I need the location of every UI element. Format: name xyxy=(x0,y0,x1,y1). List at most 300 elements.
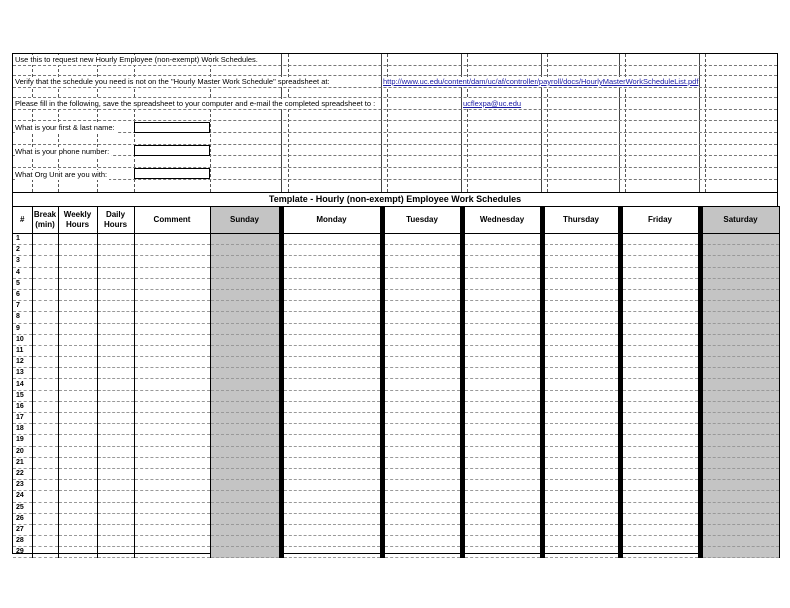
weekly-hours-cell[interactable] xyxy=(58,435,97,446)
monday-cell[interactable] xyxy=(281,289,382,300)
friday-cell[interactable] xyxy=(620,468,700,479)
sunday-cell[interactable] xyxy=(210,480,281,491)
friday-cell[interactable] xyxy=(620,368,700,379)
tuesday-cell[interactable] xyxy=(382,379,462,390)
sunday-cell[interactable] xyxy=(210,491,281,502)
monday-cell[interactable] xyxy=(281,413,382,424)
daily-hours-cell[interactable] xyxy=(97,368,134,379)
wednesday-cell[interactable] xyxy=(462,245,542,256)
sunday-cell[interactable] xyxy=(210,390,281,401)
wednesday-cell[interactable] xyxy=(462,345,542,356)
wednesday-cell[interactable] xyxy=(462,446,542,457)
monday-cell[interactable] xyxy=(281,468,382,479)
sunday-cell[interactable] xyxy=(210,424,281,435)
friday-cell[interactable] xyxy=(620,256,700,267)
tuesday-cell[interactable] xyxy=(382,536,462,547)
break-cell[interactable] xyxy=(32,424,58,435)
saturday-cell[interactable] xyxy=(700,457,779,468)
weekly-hours-cell[interactable] xyxy=(58,245,97,256)
tuesday-cell[interactable] xyxy=(382,446,462,457)
monday-cell[interactable] xyxy=(281,536,382,547)
daily-hours-cell[interactable] xyxy=(97,468,134,479)
wednesday-cell[interactable] xyxy=(462,357,542,368)
wednesday-cell[interactable] xyxy=(462,256,542,267)
daily-hours-cell[interactable] xyxy=(97,491,134,502)
weekly-hours-cell[interactable] xyxy=(58,502,97,513)
daily-hours-cell[interactable] xyxy=(97,345,134,356)
weekly-hours-cell[interactable] xyxy=(58,401,97,412)
comment-cell[interactable] xyxy=(134,513,210,524)
tuesday-cell[interactable] xyxy=(382,301,462,312)
saturday-cell[interactable] xyxy=(700,379,779,390)
tuesday-cell[interactable] xyxy=(382,245,462,256)
tuesday-cell[interactable] xyxy=(382,345,462,356)
friday-cell[interactable] xyxy=(620,301,700,312)
thursday-cell[interactable] xyxy=(542,368,620,379)
tuesday-cell[interactable] xyxy=(382,289,462,300)
tuesday-cell[interactable] xyxy=(382,524,462,535)
sunday-cell[interactable] xyxy=(210,457,281,468)
daily-hours-cell[interactable] xyxy=(97,390,134,401)
sunday-cell[interactable] xyxy=(210,234,281,245)
friday-cell[interactable] xyxy=(620,435,700,446)
saturday-cell[interactable] xyxy=(700,278,779,289)
sunday-cell[interactable] xyxy=(210,301,281,312)
wednesday-cell[interactable] xyxy=(462,480,542,491)
sunday-cell[interactable] xyxy=(210,334,281,345)
monday-cell[interactable] xyxy=(281,267,382,278)
break-cell[interactable] xyxy=(32,345,58,356)
friday-cell[interactable] xyxy=(620,536,700,547)
monday-cell[interactable] xyxy=(281,401,382,412)
friday-cell[interactable] xyxy=(620,267,700,278)
comment-cell[interactable] xyxy=(134,547,210,558)
saturday-cell[interactable] xyxy=(700,245,779,256)
thursday-cell[interactable] xyxy=(542,457,620,468)
wednesday-cell[interactable] xyxy=(462,513,542,524)
tuesday-cell[interactable] xyxy=(382,390,462,401)
phone-input[interactable] xyxy=(134,145,210,156)
saturday-cell[interactable] xyxy=(700,368,779,379)
comment-cell[interactable] xyxy=(134,446,210,457)
tuesday-cell[interactable] xyxy=(382,278,462,289)
saturday-cell[interactable] xyxy=(700,435,779,446)
wednesday-cell[interactable] xyxy=(462,491,542,502)
break-cell[interactable] xyxy=(32,289,58,300)
wednesday-cell[interactable] xyxy=(462,457,542,468)
monday-cell[interactable] xyxy=(281,435,382,446)
friday-cell[interactable] xyxy=(620,245,700,256)
tuesday-cell[interactable] xyxy=(382,424,462,435)
thursday-cell[interactable] xyxy=(542,491,620,502)
saturday-cell[interactable] xyxy=(700,390,779,401)
thursday-cell[interactable] xyxy=(542,278,620,289)
weekly-hours-cell[interactable] xyxy=(58,424,97,435)
weekly-hours-cell[interactable] xyxy=(58,301,97,312)
weekly-hours-cell[interactable] xyxy=(58,289,97,300)
tuesday-cell[interactable] xyxy=(382,357,462,368)
comment-cell[interactable] xyxy=(134,390,210,401)
thursday-cell[interactable] xyxy=(542,401,620,412)
weekly-hours-cell[interactable] xyxy=(58,413,97,424)
comment-cell[interactable] xyxy=(134,334,210,345)
sunday-cell[interactable] xyxy=(210,289,281,300)
monday-cell[interactable] xyxy=(281,278,382,289)
daily-hours-cell[interactable] xyxy=(97,536,134,547)
wednesday-cell[interactable] xyxy=(462,368,542,379)
saturday-cell[interactable] xyxy=(700,502,779,513)
weekly-hours-cell[interactable] xyxy=(58,468,97,479)
daily-hours-cell[interactable] xyxy=(97,401,134,412)
thursday-cell[interactable] xyxy=(542,513,620,524)
thursday-cell[interactable] xyxy=(542,345,620,356)
sunday-cell[interactable] xyxy=(210,513,281,524)
sunday-cell[interactable] xyxy=(210,278,281,289)
monday-cell[interactable] xyxy=(281,480,382,491)
friday-cell[interactable] xyxy=(620,323,700,334)
sunday-cell[interactable] xyxy=(210,245,281,256)
saturday-cell[interactable] xyxy=(700,256,779,267)
comment-cell[interactable] xyxy=(134,267,210,278)
sunday-cell[interactable] xyxy=(210,256,281,267)
thursday-cell[interactable] xyxy=(542,424,620,435)
monday-cell[interactable] xyxy=(281,256,382,267)
weekly-hours-cell[interactable] xyxy=(58,256,97,267)
weekly-hours-cell[interactable] xyxy=(58,368,97,379)
saturday-cell[interactable] xyxy=(700,301,779,312)
friday-cell[interactable] xyxy=(620,278,700,289)
thursday-cell[interactable] xyxy=(542,379,620,390)
break-cell[interactable] xyxy=(32,278,58,289)
monday-cell[interactable] xyxy=(281,457,382,468)
comment-cell[interactable] xyxy=(134,536,210,547)
wednesday-cell[interactable] xyxy=(462,536,542,547)
daily-hours-cell[interactable] xyxy=(97,502,134,513)
monday-cell[interactable] xyxy=(281,345,382,356)
sunday-cell[interactable] xyxy=(210,547,281,558)
daily-hours-cell[interactable] xyxy=(97,323,134,334)
saturday-cell[interactable] xyxy=(700,413,779,424)
org-unit-input[interactable] xyxy=(134,168,210,179)
daily-hours-cell[interactable] xyxy=(97,357,134,368)
sunday-cell[interactable] xyxy=(210,368,281,379)
saturday-cell[interactable] xyxy=(700,401,779,412)
weekly-hours-cell[interactable] xyxy=(58,278,97,289)
thursday-cell[interactable] xyxy=(542,323,620,334)
saturday-cell[interactable] xyxy=(700,289,779,300)
friday-cell[interactable] xyxy=(620,334,700,345)
weekly-hours-cell[interactable] xyxy=(58,457,97,468)
friday-cell[interactable] xyxy=(620,446,700,457)
tuesday-cell[interactable] xyxy=(382,334,462,345)
monday-cell[interactable] xyxy=(281,368,382,379)
daily-hours-cell[interactable] xyxy=(97,278,134,289)
sunday-cell[interactable] xyxy=(210,267,281,278)
daily-hours-cell[interactable] xyxy=(97,334,134,345)
monday-cell[interactable] xyxy=(281,357,382,368)
friday-cell[interactable] xyxy=(620,312,700,323)
break-cell[interactable] xyxy=(32,446,58,457)
weekly-hours-cell[interactable] xyxy=(58,536,97,547)
sunday-cell[interactable] xyxy=(210,502,281,513)
tuesday-cell[interactable] xyxy=(382,323,462,334)
wednesday-cell[interactable] xyxy=(462,435,542,446)
saturday-cell[interactable] xyxy=(700,547,779,558)
daily-hours-cell[interactable] xyxy=(97,267,134,278)
daily-hours-cell[interactable] xyxy=(97,256,134,267)
monday-cell[interactable] xyxy=(281,312,382,323)
sunday-cell[interactable] xyxy=(210,524,281,535)
saturday-cell[interactable] xyxy=(700,234,779,245)
break-cell[interactable] xyxy=(32,536,58,547)
tuesday-cell[interactable] xyxy=(382,502,462,513)
break-cell[interactable] xyxy=(32,468,58,479)
sunday-cell[interactable] xyxy=(210,345,281,356)
comment-cell[interactable] xyxy=(134,278,210,289)
sunday-cell[interactable] xyxy=(210,312,281,323)
weekly-hours-cell[interactable] xyxy=(58,446,97,457)
daily-hours-cell[interactable] xyxy=(97,547,134,558)
comment-cell[interactable] xyxy=(134,502,210,513)
weekly-hours-cell[interactable] xyxy=(58,267,97,278)
comment-cell[interactable] xyxy=(134,368,210,379)
saturday-cell[interactable] xyxy=(700,446,779,457)
wednesday-cell[interactable] xyxy=(462,401,542,412)
daily-hours-cell[interactable] xyxy=(97,312,134,323)
monday-cell[interactable] xyxy=(281,301,382,312)
break-cell[interactable] xyxy=(32,547,58,558)
thursday-cell[interactable] xyxy=(542,547,620,558)
daily-hours-cell[interactable] xyxy=(97,513,134,524)
comment-cell[interactable] xyxy=(134,379,210,390)
comment-cell[interactable] xyxy=(134,312,210,323)
tuesday-cell[interactable] xyxy=(382,368,462,379)
weekly-hours-cell[interactable] xyxy=(58,345,97,356)
weekly-hours-cell[interactable] xyxy=(58,334,97,345)
saturday-cell[interactable] xyxy=(700,536,779,547)
break-cell[interactable] xyxy=(32,524,58,535)
wednesday-cell[interactable] xyxy=(462,267,542,278)
friday-cell[interactable] xyxy=(620,289,700,300)
wednesday-cell[interactable] xyxy=(462,424,542,435)
weekly-hours-cell[interactable] xyxy=(58,312,97,323)
wednesday-cell[interactable] xyxy=(462,334,542,345)
sunday-cell[interactable] xyxy=(210,401,281,412)
break-cell[interactable] xyxy=(32,502,58,513)
weekly-hours-cell[interactable] xyxy=(58,357,97,368)
break-cell[interactable] xyxy=(32,312,58,323)
saturday-cell[interactable] xyxy=(700,267,779,278)
wednesday-cell[interactable] xyxy=(462,502,542,513)
saturday-cell[interactable] xyxy=(700,334,779,345)
daily-hours-cell[interactable] xyxy=(97,301,134,312)
weekly-hours-cell[interactable] xyxy=(58,480,97,491)
saturday-cell[interactable] xyxy=(700,357,779,368)
saturday-cell[interactable] xyxy=(700,480,779,491)
tuesday-cell[interactable] xyxy=(382,413,462,424)
daily-hours-cell[interactable] xyxy=(97,457,134,468)
friday-cell[interactable] xyxy=(620,491,700,502)
break-cell[interactable] xyxy=(32,401,58,412)
monday-cell[interactable] xyxy=(281,234,382,245)
comment-cell[interactable] xyxy=(134,323,210,334)
thursday-cell[interactable] xyxy=(542,413,620,424)
tuesday-cell[interactable] xyxy=(382,468,462,479)
sunday-cell[interactable] xyxy=(210,413,281,424)
weekly-hours-cell[interactable] xyxy=(58,491,97,502)
break-cell[interactable] xyxy=(32,379,58,390)
break-cell[interactable] xyxy=(32,368,58,379)
wednesday-cell[interactable] xyxy=(462,413,542,424)
wednesday-cell[interactable] xyxy=(462,234,542,245)
thursday-cell[interactable] xyxy=(542,468,620,479)
daily-hours-cell[interactable] xyxy=(97,245,134,256)
wednesday-cell[interactable] xyxy=(462,301,542,312)
thursday-cell[interactable] xyxy=(542,435,620,446)
break-cell[interactable] xyxy=(32,357,58,368)
sunday-cell[interactable] xyxy=(210,323,281,334)
comment-cell[interactable] xyxy=(134,468,210,479)
weekly-hours-cell[interactable] xyxy=(58,547,97,558)
comment-cell[interactable] xyxy=(134,491,210,502)
sunday-cell[interactable] xyxy=(210,468,281,479)
tuesday-cell[interactable] xyxy=(382,547,462,558)
break-cell[interactable] xyxy=(32,323,58,334)
friday-cell[interactable] xyxy=(620,524,700,535)
thursday-cell[interactable] xyxy=(542,334,620,345)
thursday-cell[interactable] xyxy=(542,301,620,312)
weekly-hours-cell[interactable] xyxy=(58,379,97,390)
weekly-hours-cell[interactable] xyxy=(58,524,97,535)
friday-cell[interactable] xyxy=(620,480,700,491)
thursday-cell[interactable] xyxy=(542,256,620,267)
wednesday-cell[interactable] xyxy=(462,312,542,323)
daily-hours-cell[interactable] xyxy=(97,379,134,390)
friday-cell[interactable] xyxy=(620,379,700,390)
friday-cell[interactable] xyxy=(620,390,700,401)
daily-hours-cell[interactable] xyxy=(97,234,134,245)
tuesday-cell[interactable] xyxy=(382,256,462,267)
daily-hours-cell[interactable] xyxy=(97,413,134,424)
saturday-cell[interactable] xyxy=(700,312,779,323)
weekly-hours-cell[interactable] xyxy=(58,390,97,401)
comment-cell[interactable] xyxy=(134,289,210,300)
comment-cell[interactable] xyxy=(134,256,210,267)
sunday-cell[interactable] xyxy=(210,435,281,446)
friday-cell[interactable] xyxy=(620,413,700,424)
saturday-cell[interactable] xyxy=(700,424,779,435)
comment-cell[interactable] xyxy=(134,245,210,256)
sunday-cell[interactable] xyxy=(210,536,281,547)
comment-cell[interactable] xyxy=(134,524,210,535)
comment-cell[interactable] xyxy=(134,435,210,446)
friday-cell[interactable] xyxy=(620,424,700,435)
wednesday-cell[interactable] xyxy=(462,379,542,390)
weekly-hours-cell[interactable] xyxy=(58,513,97,524)
comment-cell[interactable] xyxy=(134,357,210,368)
comment-cell[interactable] xyxy=(134,301,210,312)
monday-cell[interactable] xyxy=(281,547,382,558)
wednesday-cell[interactable] xyxy=(462,289,542,300)
break-cell[interactable] xyxy=(32,301,58,312)
break-cell[interactable] xyxy=(32,513,58,524)
wednesday-cell[interactable] xyxy=(462,524,542,535)
daily-hours-cell[interactable] xyxy=(97,480,134,491)
break-cell[interactable] xyxy=(32,245,58,256)
thursday-cell[interactable] xyxy=(542,524,620,535)
comment-cell[interactable] xyxy=(134,345,210,356)
monday-cell[interactable] xyxy=(281,446,382,457)
tuesday-cell[interactable] xyxy=(382,457,462,468)
monday-cell[interactable] xyxy=(281,334,382,345)
wednesday-cell[interactable] xyxy=(462,547,542,558)
email-link[interactable]: ucflexpa@uc.edu xyxy=(463,99,522,108)
tuesday-cell[interactable] xyxy=(382,435,462,446)
break-cell[interactable] xyxy=(32,234,58,245)
comment-cell[interactable] xyxy=(134,413,210,424)
daily-hours-cell[interactable] xyxy=(97,289,134,300)
name-input[interactable] xyxy=(134,122,210,133)
friday-cell[interactable] xyxy=(620,234,700,245)
monday-cell[interactable] xyxy=(281,379,382,390)
tuesday-cell[interactable] xyxy=(382,491,462,502)
master-schedule-link[interactable]: http://www.uc.edu/content/dam/uc/af/controller/payroll/docs/HourlyMasterWorkScheduleList.pdf xyxy=(383,77,699,86)
daily-hours-cell[interactable] xyxy=(97,524,134,535)
saturday-cell[interactable] xyxy=(700,468,779,479)
monday-cell[interactable] xyxy=(281,513,382,524)
thursday-cell[interactable] xyxy=(542,234,620,245)
tuesday-cell[interactable] xyxy=(382,234,462,245)
comment-cell[interactable] xyxy=(134,401,210,412)
daily-hours-cell[interactable] xyxy=(97,435,134,446)
thursday-cell[interactable] xyxy=(542,480,620,491)
break-cell[interactable] xyxy=(32,334,58,345)
friday-cell[interactable] xyxy=(620,345,700,356)
weekly-hours-cell[interactable] xyxy=(58,234,97,245)
friday-cell[interactable] xyxy=(620,547,700,558)
break-cell[interactable] xyxy=(32,267,58,278)
thursday-cell[interactable] xyxy=(542,390,620,401)
comment-cell[interactable] xyxy=(134,234,210,245)
friday-cell[interactable] xyxy=(620,513,700,524)
break-cell[interactable] xyxy=(32,491,58,502)
break-cell[interactable] xyxy=(32,435,58,446)
break-cell[interactable] xyxy=(32,480,58,491)
tuesday-cell[interactable] xyxy=(382,513,462,524)
monday-cell[interactable] xyxy=(281,491,382,502)
monday-cell[interactable] xyxy=(281,502,382,513)
saturday-cell[interactable] xyxy=(700,513,779,524)
thursday-cell[interactable] xyxy=(542,446,620,457)
sunday-cell[interactable] xyxy=(210,446,281,457)
friday-cell[interactable] xyxy=(620,502,700,513)
thursday-cell[interactable] xyxy=(542,536,620,547)
tuesday-cell[interactable] xyxy=(382,312,462,323)
thursday-cell[interactable] xyxy=(542,502,620,513)
wednesday-cell[interactable] xyxy=(462,390,542,401)
tuesday-cell[interactable] xyxy=(382,480,462,491)
break-cell[interactable] xyxy=(32,413,58,424)
wednesday-cell[interactable] xyxy=(462,278,542,289)
break-cell[interactable] xyxy=(32,390,58,401)
thursday-cell[interactable] xyxy=(542,289,620,300)
daily-hours-cell[interactable] xyxy=(97,446,134,457)
monday-cell[interactable] xyxy=(281,424,382,435)
wednesday-cell[interactable] xyxy=(462,468,542,479)
tuesday-cell[interactable] xyxy=(382,267,462,278)
saturday-cell[interactable] xyxy=(700,491,779,502)
sunday-cell[interactable] xyxy=(210,357,281,368)
